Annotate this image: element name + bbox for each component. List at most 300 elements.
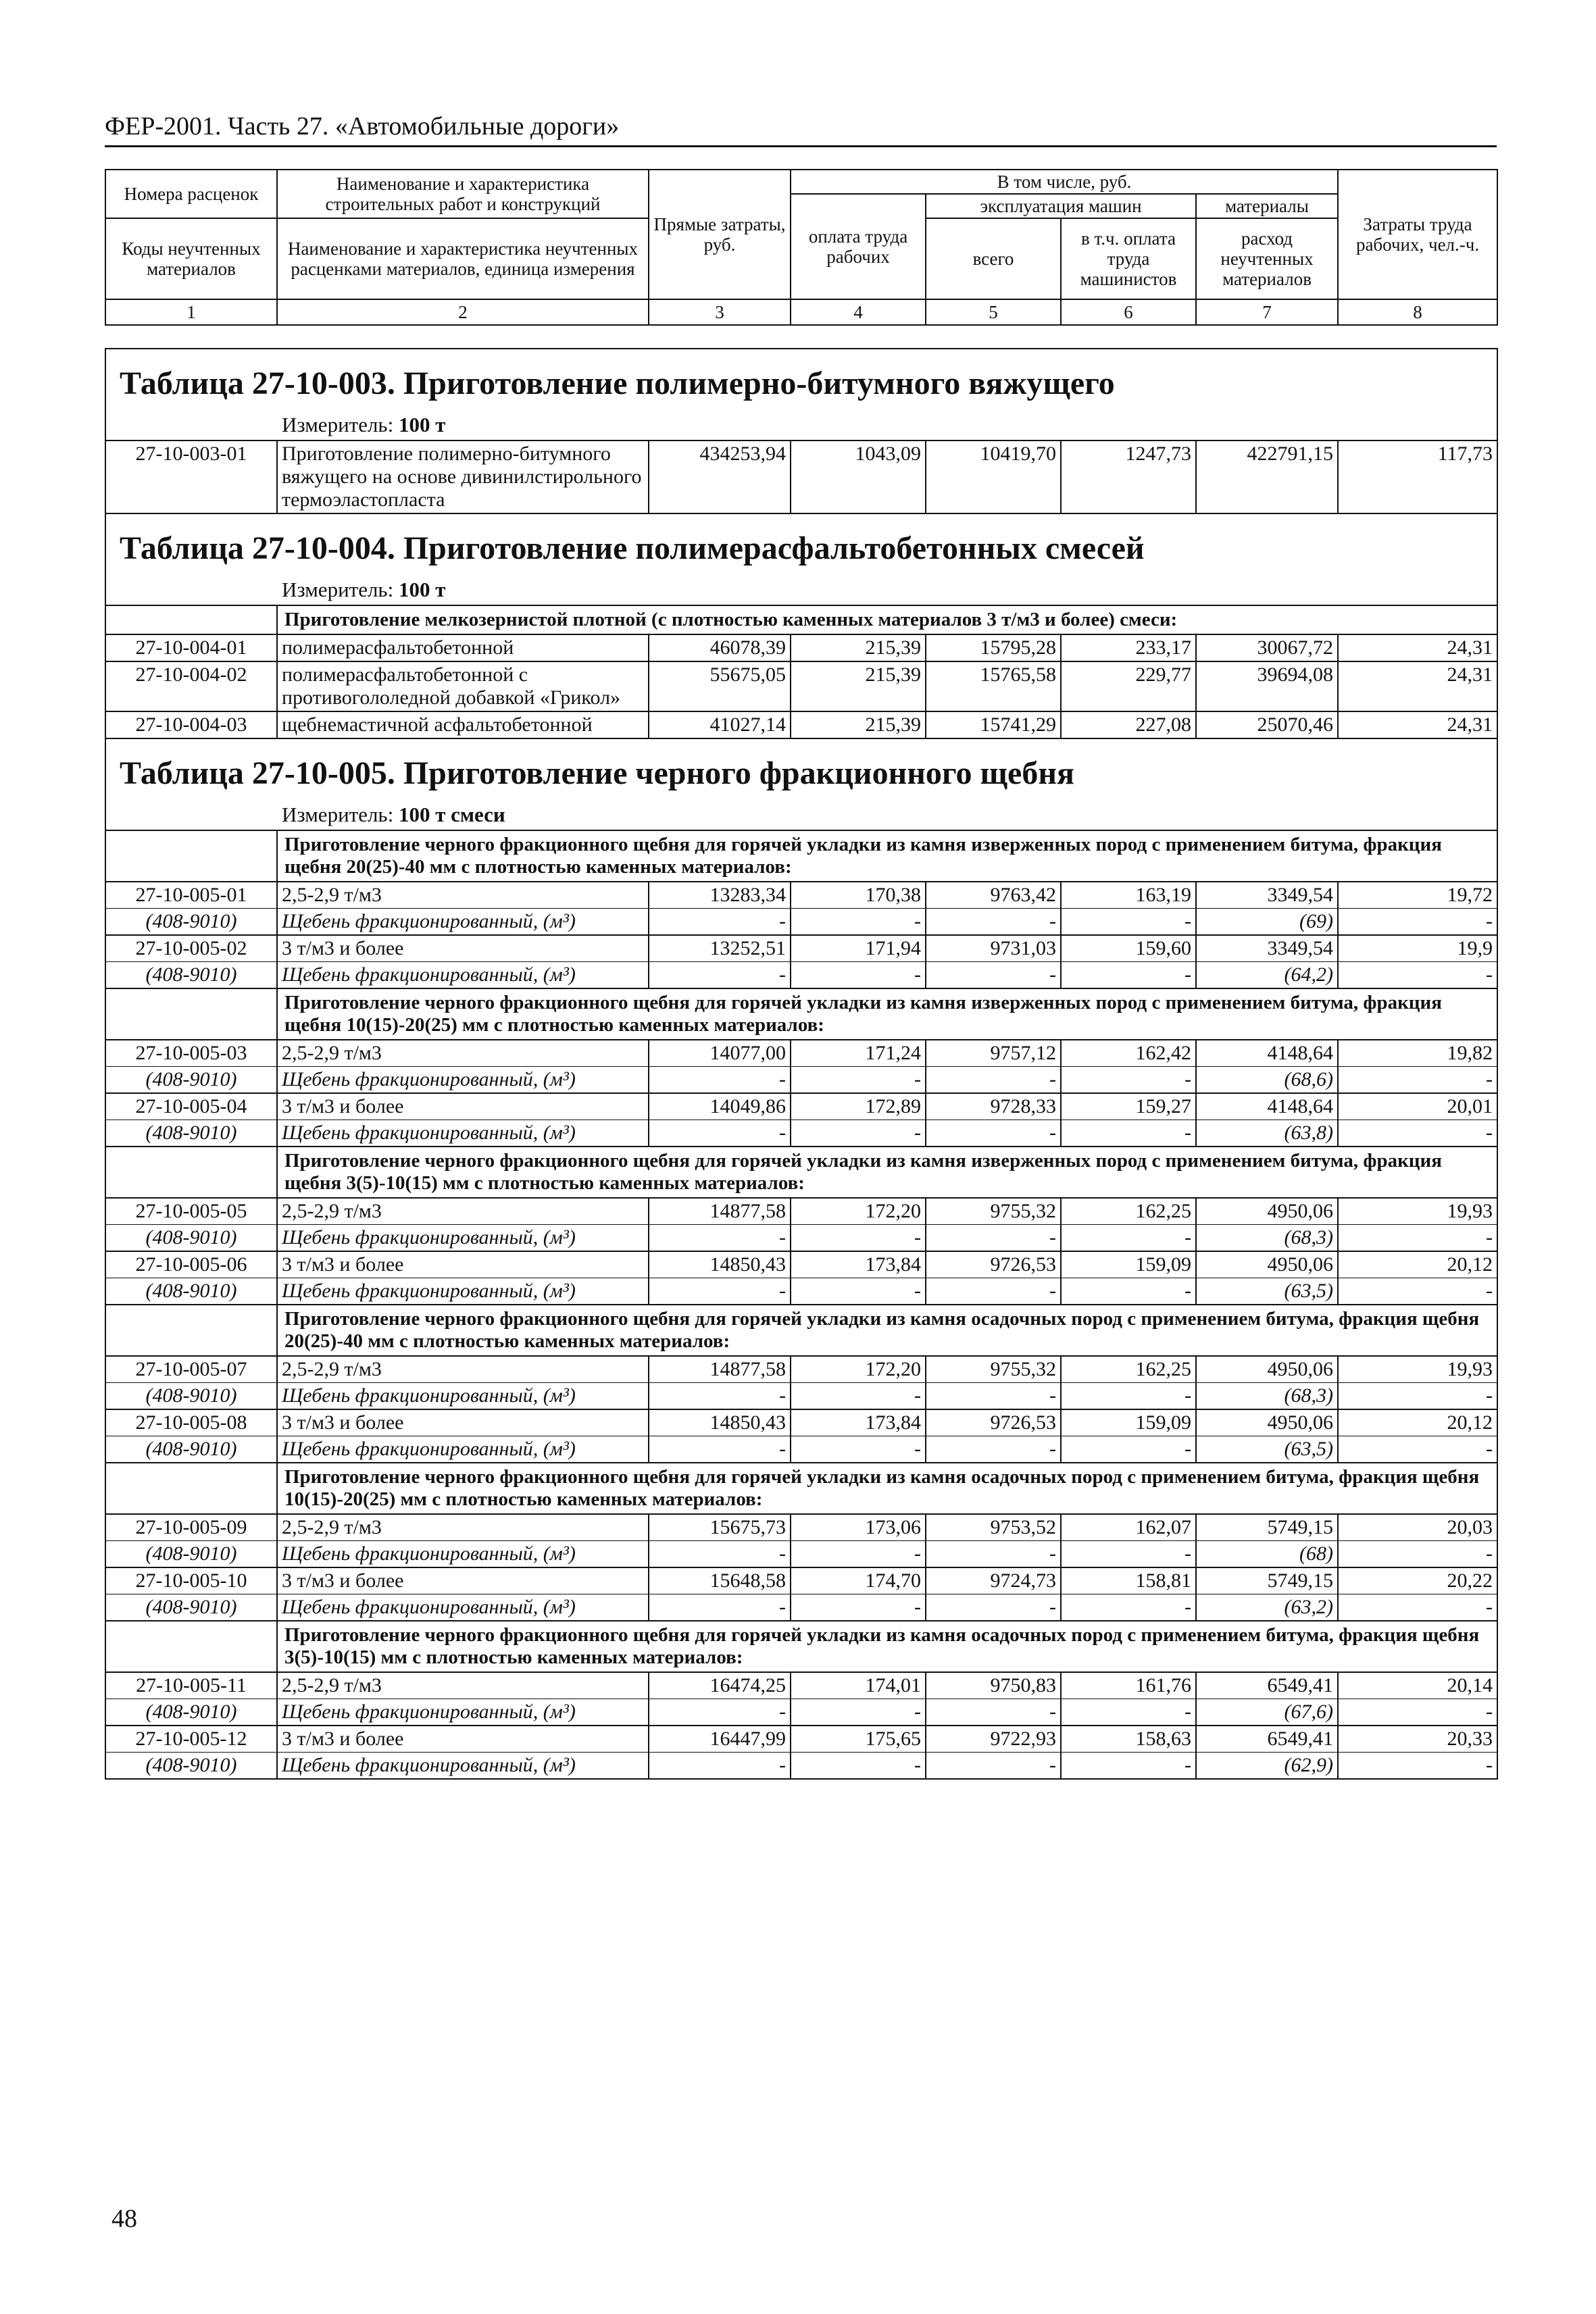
material-value-m6: - bbox=[1061, 1699, 1196, 1726]
group-row bbox=[105, 1305, 1497, 1356]
material-value-m8: - bbox=[1338, 1541, 1497, 1568]
rate-value-v7: 39694,08 bbox=[1196, 661, 1338, 711]
col-num: 5 bbox=[926, 299, 1061, 325]
material-value-m7: (62,9) bbox=[1196, 1753, 1338, 1780]
table-row bbox=[105, 1356, 1497, 1383]
material-value-m3: - bbox=[649, 1225, 791, 1252]
material-value-m7: (67,6) bbox=[1196, 1699, 1338, 1726]
measure-label: Измеритель: bbox=[282, 578, 394, 601]
rate-value-v7: 4950,06 bbox=[1196, 1251, 1338, 1278]
material-value-m4: - bbox=[791, 1753, 926, 1780]
material-value-m4: - bbox=[791, 1541, 926, 1568]
material-value-m8: - bbox=[1338, 1436, 1497, 1463]
material-value-m5: - bbox=[926, 1067, 1061, 1094]
rate-value-v7: 6549,41 bbox=[1196, 1726, 1338, 1753]
material-value-m6: - bbox=[1061, 1225, 1196, 1252]
rate-value-v8: 19,9 bbox=[1338, 935, 1497, 962]
material-code: (408-9010) bbox=[105, 1067, 277, 1094]
section-title: Таблица 27-10-004. Приготовление полимерасфальтобетонных смесей bbox=[120, 530, 1145, 566]
material-value-m3: - bbox=[649, 962, 791, 989]
material-name: Щебень фракционированный, (м³) bbox=[277, 1594, 649, 1621]
rate-name: 2,5-2,9 т/м3 bbox=[277, 1356, 649, 1383]
material-value-m8: - bbox=[1338, 1225, 1497, 1252]
col-head-codes: Номера расценок bbox=[105, 170, 277, 218]
rate-value-v5: 9750,83 bbox=[926, 1672, 1061, 1699]
material-value-m5: - bbox=[926, 1699, 1061, 1726]
material-value-m8: - bbox=[1338, 1120, 1497, 1147]
material-value-m7: (68) bbox=[1196, 1541, 1338, 1568]
material-value-m6: - bbox=[1061, 1753, 1196, 1780]
rate-value-v5: 9722,93 bbox=[926, 1726, 1061, 1753]
table-row bbox=[105, 1198, 1497, 1225]
rate-value-v5: 9757,12 bbox=[926, 1040, 1061, 1067]
table-row bbox=[105, 935, 1497, 962]
material-row bbox=[105, 962, 1497, 989]
section-title: Таблица 27-10-005. Приготовление черного фракционного щебня bbox=[120, 755, 1074, 791]
col-head-material-names: Наименование и характеристика неучтенных расценками материалов, единица измерения bbox=[277, 218, 649, 299]
group-row bbox=[105, 830, 1497, 882]
group-row bbox=[105, 1147, 1497, 1198]
group-spacer-cell bbox=[105, 830, 277, 882]
rate-name: 3 т/м3 и более bbox=[277, 1251, 649, 1278]
col-head-wages: оплата труда рабочих bbox=[791, 194, 926, 299]
material-name: Щебень фракционированный, (м³) bbox=[277, 1120, 649, 1147]
group-spacer-cell bbox=[105, 1147, 277, 1198]
material-value-m4: - bbox=[791, 1225, 926, 1252]
material-value-m6: - bbox=[1061, 1067, 1196, 1094]
rate-value-v3: 15675,73 bbox=[649, 1514, 791, 1541]
group-spacer-cell bbox=[105, 988, 277, 1040]
rate-value-v4: 175,65 bbox=[791, 1726, 926, 1753]
rate-value-v7: 6549,41 bbox=[1196, 1672, 1338, 1699]
material-value-m6: - bbox=[1061, 1278, 1196, 1305]
material-value-m6: - bbox=[1061, 1436, 1196, 1463]
group-row bbox=[105, 988, 1497, 1040]
col-head-material-codes: Коды неучтенных материалов bbox=[105, 218, 277, 299]
rate-value-v3: 55675,05 bbox=[649, 661, 791, 711]
rate-code: 27-10-005-05 bbox=[105, 1198, 277, 1225]
rate-value-v6: 233,17 bbox=[1061, 634, 1196, 661]
rate-value-v4: 173,84 bbox=[791, 1251, 926, 1278]
rate-value-v7: 4950,06 bbox=[1196, 1198, 1338, 1225]
rate-value-v6: 159,09 bbox=[1061, 1251, 1196, 1278]
rate-code: 27-10-005-11 bbox=[105, 1672, 277, 1699]
material-value-m5: - bbox=[926, 1436, 1061, 1463]
rate-value-v8: 19,82 bbox=[1338, 1040, 1497, 1067]
rate-value-v4: 171,24 bbox=[791, 1040, 926, 1067]
table-section-header bbox=[105, 513, 1497, 605]
rate-value-v4: 172,20 bbox=[791, 1356, 926, 1383]
rate-value-v7: 25070,46 bbox=[1196, 711, 1338, 738]
measure-label: Измеритель: bbox=[282, 413, 394, 436]
rate-code: 27-10-005-02 bbox=[105, 935, 277, 962]
material-value-m8: - bbox=[1338, 1594, 1497, 1621]
material-value-m7: (68,3) bbox=[1196, 1383, 1338, 1410]
table-row bbox=[105, 1093, 1497, 1120]
material-name: Щебень фракционированный, (м³) bbox=[277, 1278, 649, 1305]
col-num: 2 bbox=[277, 299, 649, 325]
rate-name: 3 т/м3 и более bbox=[277, 1567, 649, 1594]
material-value-m7: (63,8) bbox=[1196, 1120, 1338, 1147]
rate-name: 2,5-2,9 т/м3 bbox=[277, 1198, 649, 1225]
rate-value-v8: 24,31 bbox=[1338, 634, 1497, 661]
rate-code: 27-10-004-03 bbox=[105, 711, 277, 738]
rate-name: 3 т/м3 и более bbox=[277, 935, 649, 962]
rate-value-v3: 14850,43 bbox=[649, 1251, 791, 1278]
rate-value-v4: 1043,09 bbox=[791, 441, 926, 513]
material-value-m4: - bbox=[791, 1383, 926, 1410]
rate-value-v6: 159,09 bbox=[1061, 1409, 1196, 1436]
rate-value-v8: 24,31 bbox=[1338, 711, 1497, 738]
page-number: 48 bbox=[111, 2205, 137, 2233]
rate-value-v6: 158,63 bbox=[1061, 1726, 1196, 1753]
rate-value-v5: 9726,53 bbox=[926, 1409, 1061, 1436]
material-value-m8: - bbox=[1338, 1699, 1497, 1726]
material-name: Щебень фракционированный, (м³) bbox=[277, 962, 649, 989]
col-head-machines-total: всего bbox=[926, 218, 1061, 299]
rate-value-v7: 30067,72 bbox=[1196, 634, 1338, 661]
table-row bbox=[105, 1251, 1497, 1278]
material-name: Щебень фракционированный, (м³) bbox=[277, 909, 649, 936]
material-value-m5: - bbox=[926, 909, 1061, 936]
rate-value-v7: 422791,15 bbox=[1196, 441, 1338, 513]
rate-value-v8: 19,93 bbox=[1338, 1198, 1497, 1225]
material-row bbox=[105, 1067, 1497, 1094]
col-head-names: Наименование и характеристика строительных работ и конструкций bbox=[277, 170, 649, 218]
group-caption: Приготовление черного фракционного щебня для горячей укладки из камня изверженных пород с применением битума, фракция щебня 10(15)-20(25) мм с плотностью каменных материалов: bbox=[277, 988, 1497, 1040]
rate-value-v6: 159,60 bbox=[1061, 935, 1196, 962]
material-name: Щебень фракционированный, (м³) bbox=[277, 1436, 649, 1463]
page-header: ФЕР-2001. Часть 27. «Автомобильные дороги» bbox=[105, 112, 620, 141]
rate-value-v5: 9755,32 bbox=[926, 1356, 1061, 1383]
material-value-m4: - bbox=[791, 1120, 926, 1147]
rate-value-v4: 172,20 bbox=[791, 1198, 926, 1225]
material-value-m3: - bbox=[649, 1067, 791, 1094]
group-row bbox=[105, 605, 1497, 634]
rate-value-v4: 215,39 bbox=[791, 661, 926, 711]
col-head-materials: материалы bbox=[1196, 194, 1338, 218]
rate-name: 3 т/м3 и более bbox=[277, 1093, 649, 1120]
material-value-m3: - bbox=[649, 1699, 791, 1726]
material-name: Щебень фракционированный, (м³) bbox=[277, 1541, 649, 1568]
table-row bbox=[105, 1040, 1497, 1067]
material-value-m8: - bbox=[1338, 1067, 1497, 1094]
measure-value: 100 т bbox=[398, 578, 446, 601]
section-header-cell bbox=[105, 513, 1497, 605]
material-name: Щебень фракционированный, (м³) bbox=[277, 1699, 649, 1726]
table-section-header bbox=[105, 738, 1497, 830]
rate-value-v8: 20,01 bbox=[1338, 1093, 1497, 1120]
rate-value-v3: 41027,14 bbox=[649, 711, 791, 738]
rate-value-v6: 227,08 bbox=[1061, 711, 1196, 738]
rate-value-v7: 4950,06 bbox=[1196, 1356, 1338, 1383]
rate-value-v5: 9753,52 bbox=[926, 1514, 1061, 1541]
group-row bbox=[105, 1463, 1497, 1514]
material-value-m5: - bbox=[926, 1594, 1061, 1621]
rate-value-v6: 159,27 bbox=[1061, 1093, 1196, 1120]
rate-value-v3: 16447,99 bbox=[649, 1726, 791, 1753]
rate-name: 3 т/м3 и более bbox=[277, 1409, 649, 1436]
material-value-m7: (64,2) bbox=[1196, 962, 1338, 989]
rate-value-v4: 172,89 bbox=[791, 1093, 926, 1120]
rate-value-v7: 4950,06 bbox=[1196, 1409, 1338, 1436]
rate-value-v3: 16474,25 bbox=[649, 1672, 791, 1699]
rate-value-v8: 19,72 bbox=[1338, 882, 1497, 909]
rate-value-v6: 162,07 bbox=[1061, 1514, 1196, 1541]
material-value-m4: - bbox=[791, 1278, 926, 1305]
rate-value-v7: 3349,54 bbox=[1196, 935, 1338, 962]
rate-value-v5: 10419,70 bbox=[926, 441, 1061, 513]
group-caption: Приготовление черного фракционного щебня для горячей укладки из камня осадочных пород с применением битума, фракция щебня 20(25)-40 мм с плотностью каменных материалов: bbox=[277, 1305, 1497, 1356]
rate-value-v6: 162,25 bbox=[1061, 1356, 1196, 1383]
material-code: (408-9010) bbox=[105, 962, 277, 989]
material-row bbox=[105, 1436, 1497, 1463]
col-head-labor: Затраты труда рабочих, чел.-ч. bbox=[1338, 170, 1497, 299]
col-num: 3 bbox=[649, 299, 791, 325]
rate-value-v3: 46078,39 bbox=[649, 634, 791, 661]
material-name: Щебень фракционированный, (м³) bbox=[277, 1383, 649, 1410]
rate-value-v4: 173,06 bbox=[791, 1514, 926, 1541]
material-row bbox=[105, 1541, 1497, 1568]
measure-value: 100 т bbox=[398, 413, 446, 436]
rate-code: 27-10-005-04 bbox=[105, 1093, 277, 1120]
rate-value-v6: 229,77 bbox=[1061, 661, 1196, 711]
rate-value-v4: 215,39 bbox=[791, 634, 926, 661]
rate-value-v5: 15741,29 bbox=[926, 711, 1061, 738]
table-row bbox=[105, 634, 1497, 661]
material-value-m5: - bbox=[926, 1225, 1061, 1252]
rate-value-v5: 9763,42 bbox=[926, 882, 1061, 909]
rate-value-v5: 15765,58 bbox=[926, 661, 1061, 711]
material-value-m5: - bbox=[926, 1541, 1061, 1568]
material-value-m4: - bbox=[791, 909, 926, 936]
header-rule bbox=[105, 145, 1497, 147]
material-row bbox=[105, 1753, 1497, 1780]
rate-code: 27-10-005-10 bbox=[105, 1567, 277, 1594]
material-value-m8: - bbox=[1338, 1383, 1497, 1410]
material-value-m3: - bbox=[649, 1278, 791, 1305]
material-value-m5: - bbox=[926, 1278, 1061, 1305]
rate-code: 27-10-005-07 bbox=[105, 1356, 277, 1383]
col-head-including: В том числе, руб. bbox=[791, 170, 1338, 194]
rate-value-v3: 14850,43 bbox=[649, 1409, 791, 1436]
table-row bbox=[105, 1409, 1497, 1436]
col-head-direct: Прямые затраты, руб. bbox=[649, 170, 791, 299]
col-num: 4 bbox=[791, 299, 926, 325]
rate-name: 2,5-2,9 т/м3 bbox=[277, 1514, 649, 1541]
group-caption: Приготовление черного фракционного щебня для горячей укладки из камня осадочных пород с применением битума, фракция щебня 10(15)-20(25) мм с плотностью каменных материалов: bbox=[277, 1463, 1497, 1514]
rate-value-v7: 4148,64 bbox=[1196, 1040, 1338, 1067]
rate-value-v7: 5749,15 bbox=[1196, 1514, 1338, 1541]
group-spacer-cell bbox=[105, 1463, 277, 1514]
col-head-material-use: расход неучтенных материалов bbox=[1196, 218, 1338, 299]
material-value-m8: - bbox=[1338, 962, 1497, 989]
rate-value-v4: 174,70 bbox=[791, 1567, 926, 1594]
rate-value-v4: 170,38 bbox=[791, 882, 926, 909]
rate-name: полимерасфальтобетонной с противогололедной добавкой «Грикол» bbox=[277, 661, 649, 711]
group-row bbox=[105, 1621, 1497, 1672]
rate-value-v3: 14049,86 bbox=[649, 1093, 791, 1120]
material-row bbox=[105, 1383, 1497, 1410]
rate-value-v3: 14877,58 bbox=[649, 1356, 791, 1383]
material-row bbox=[105, 1699, 1497, 1726]
group-caption: Приготовление черного фракционного щебня для горячей укладки из камня изверженных пород с применением битума, фракция щебня 20(25)-40 мм с плотностью каменных материалов: bbox=[277, 830, 1497, 882]
material-name: Щебень фракционированный, (м³) bbox=[277, 1067, 649, 1094]
table-section-header bbox=[105, 349, 1497, 441]
section-measure bbox=[282, 803, 1487, 827]
rate-value-v7: 3349,54 bbox=[1196, 882, 1338, 909]
material-code: (408-9010) bbox=[105, 1120, 277, 1147]
group-spacer-cell bbox=[105, 605, 277, 634]
table-row bbox=[105, 661, 1497, 711]
material-value-m6: - bbox=[1061, 1383, 1196, 1410]
material-value-m4: - bbox=[791, 1699, 926, 1726]
material-value-m6: - bbox=[1061, 909, 1196, 936]
rate-code: 27-10-004-02 bbox=[105, 661, 277, 711]
rate-value-v4: 174,01 bbox=[791, 1672, 926, 1699]
material-value-m6: - bbox=[1061, 962, 1196, 989]
section-measure bbox=[282, 413, 1487, 437]
rate-name: щебнемастичной асфальтобетонной bbox=[277, 711, 649, 738]
rate-value-v5: 15795,28 bbox=[926, 634, 1061, 661]
rate-value-v3: 14077,00 bbox=[649, 1040, 791, 1067]
rate-value-v5: 9724,73 bbox=[926, 1567, 1061, 1594]
material-code: (408-9010) bbox=[105, 1541, 277, 1568]
rate-name: Приготовление полимерно-битумного вяжущего на основе дивинилстирольного термоэластопласта bbox=[277, 441, 649, 513]
rate-code: 27-10-005-09 bbox=[105, 1514, 277, 1541]
rate-value-v3: 13252,51 bbox=[649, 935, 791, 962]
rate-value-v7: 4148,64 bbox=[1196, 1093, 1338, 1120]
rate-value-v8: 20,22 bbox=[1338, 1567, 1497, 1594]
rate-value-v6: 161,76 bbox=[1061, 1672, 1196, 1699]
section-measure bbox=[282, 578, 1487, 602]
material-name: Щебень фракционированный, (м³) bbox=[277, 1225, 649, 1252]
material-value-m4: - bbox=[791, 1436, 926, 1463]
material-value-m3: - bbox=[649, 1541, 791, 1568]
material-value-m7: (68,6) bbox=[1196, 1067, 1338, 1094]
material-value-m3: - bbox=[649, 1120, 791, 1147]
group-caption: Приготовление мелкозернистой плотной (с плотностью каменных материалов 3 т/м3 и более) смеси: bbox=[277, 605, 1497, 634]
material-row bbox=[105, 1278, 1497, 1305]
rate-value-v6: 162,25 bbox=[1061, 1198, 1196, 1225]
rate-value-v6: 163,19 bbox=[1061, 882, 1196, 909]
rate-name: полимерасфальтобетонной bbox=[277, 634, 649, 661]
material-code: (408-9010) bbox=[105, 1225, 277, 1252]
rate-value-v8: 19,93 bbox=[1338, 1356, 1497, 1383]
rate-value-v3: 15648,58 bbox=[649, 1567, 791, 1594]
rate-code: 27-10-003-01 bbox=[105, 441, 277, 513]
rate-code: 27-10-005-08 bbox=[105, 1409, 277, 1436]
table-row bbox=[105, 1726, 1497, 1753]
material-value-m6: - bbox=[1061, 1541, 1196, 1568]
material-row bbox=[105, 909, 1497, 936]
col-num: 8 bbox=[1338, 299, 1497, 325]
col-num: 1 bbox=[105, 299, 277, 325]
rate-value-v8: 20,33 bbox=[1338, 1726, 1497, 1753]
table-row bbox=[105, 441, 1497, 513]
col-head-machinist-wages: в т.ч. оплата труда машинистов bbox=[1061, 218, 1196, 299]
material-value-m7: (63,5) bbox=[1196, 1278, 1338, 1305]
material-value-m7: (63,5) bbox=[1196, 1436, 1338, 1463]
rate-code: 27-10-005-01 bbox=[105, 882, 277, 909]
col-head-machines: эксплуатация машин bbox=[926, 194, 1196, 218]
material-code: (408-9010) bbox=[105, 1383, 277, 1410]
material-value-m3: - bbox=[649, 1594, 791, 1621]
rate-value-v5: 9728,33 bbox=[926, 1093, 1061, 1120]
rate-value-v5: 9726,53 bbox=[926, 1251, 1061, 1278]
rate-value-v4: 171,94 bbox=[791, 935, 926, 962]
table-row bbox=[105, 1514, 1497, 1541]
measure-label: Измеритель: bbox=[282, 803, 394, 826]
material-code: (408-9010) bbox=[105, 1699, 277, 1726]
material-value-m3: - bbox=[649, 1383, 791, 1410]
material-value-m6: - bbox=[1061, 1120, 1196, 1147]
rate-value-v8: 20,03 bbox=[1338, 1514, 1497, 1541]
section-header-cell bbox=[105, 349, 1497, 441]
table-row bbox=[105, 882, 1497, 909]
material-value-m8: - bbox=[1338, 1278, 1497, 1305]
rate-name: 2,5-2,9 т/м3 bbox=[277, 1672, 649, 1699]
section-title: Таблица 27-10-003. Приготовление полимерно-битумного вяжущего bbox=[120, 366, 1115, 401]
rate-value-v7: 5749,15 bbox=[1196, 1567, 1338, 1594]
group-spacer-cell bbox=[105, 1621, 277, 1672]
material-value-m7: (69) bbox=[1196, 909, 1338, 936]
material-value-m5: - bbox=[926, 1383, 1061, 1410]
material-value-m7: (63,2) bbox=[1196, 1594, 1338, 1621]
rate-value-v5: 9755,32 bbox=[926, 1198, 1061, 1225]
group-caption: Приготовление черного фракционного щебня для горячей укладки из камня осадочных пород с применением битума, фракция щебня 3(5)-10(15) мм с плотностью каменных материалов: bbox=[277, 1621, 1497, 1672]
material-code: (408-9010) bbox=[105, 909, 277, 936]
material-value-m5: - bbox=[926, 1120, 1061, 1147]
col-num: 6 bbox=[1061, 299, 1196, 325]
table-row bbox=[105, 1672, 1497, 1699]
rate-code: 27-10-005-03 bbox=[105, 1040, 277, 1067]
material-value-m4: - bbox=[791, 1067, 926, 1094]
material-value-m3: - bbox=[649, 909, 791, 936]
rate-value-v3: 14877,58 bbox=[649, 1198, 791, 1225]
material-value-m4: - bbox=[791, 962, 926, 989]
material-code: (408-9010) bbox=[105, 1594, 277, 1621]
rate-value-v3: 434253,94 bbox=[649, 441, 791, 513]
material-row bbox=[105, 1594, 1497, 1621]
material-row bbox=[105, 1120, 1497, 1147]
col-num: 7 bbox=[1196, 299, 1338, 325]
material-row bbox=[105, 1225, 1497, 1252]
rate-name: 2,5-2,9 т/м3 bbox=[277, 882, 649, 909]
material-code: (408-9010) bbox=[105, 1278, 277, 1305]
rate-code: 27-10-005-06 bbox=[105, 1251, 277, 1278]
material-value-m6: - bbox=[1061, 1594, 1196, 1621]
material-code: (408-9010) bbox=[105, 1753, 277, 1780]
material-value-m4: - bbox=[791, 1594, 926, 1621]
rate-value-v5: 9731,03 bbox=[926, 935, 1061, 962]
material-code: (408-9010) bbox=[105, 1436, 277, 1463]
material-value-m3: - bbox=[649, 1436, 791, 1463]
table-row bbox=[105, 711, 1497, 738]
group-caption: Приготовление черного фракционного щебня для горячей укладки из камня изверженных пород с применением битума, фракция щебня 3(5)-10(15) мм с плотностью каменных материалов: bbox=[277, 1147, 1497, 1198]
material-value-m8: - bbox=[1338, 1753, 1497, 1780]
material-value-m8: - bbox=[1338, 909, 1497, 936]
rate-value-v8: 20,12 bbox=[1338, 1251, 1497, 1278]
measure-value: 100 т смеси bbox=[398, 803, 505, 826]
material-value-m5: - bbox=[926, 1753, 1061, 1780]
material-value-m5: - bbox=[926, 962, 1061, 989]
rate-value-v8: 20,14 bbox=[1338, 1672, 1497, 1699]
table-row bbox=[105, 1567, 1497, 1594]
rate-value-v3: 13283,34 bbox=[649, 882, 791, 909]
rate-value-v8: 117,73 bbox=[1338, 441, 1497, 513]
rate-name: 2,5-2,9 т/м3 bbox=[277, 1040, 649, 1067]
